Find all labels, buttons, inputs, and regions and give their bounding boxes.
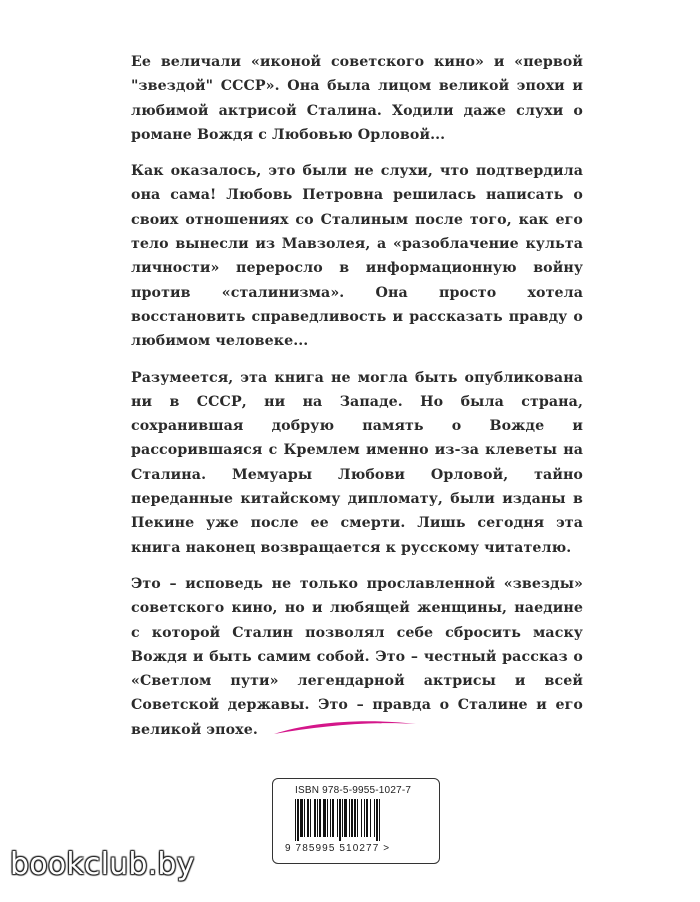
barcode-bar bbox=[342, 799, 343, 837]
barcode-bar bbox=[297, 799, 299, 841]
barcode-bar bbox=[339, 799, 341, 841]
barcode-bar bbox=[366, 799, 368, 837]
barcode-bar bbox=[374, 799, 375, 837]
barcode-bar bbox=[327, 799, 328, 837]
isbn-label: ISBN 978-5-9955-1027-7 bbox=[295, 785, 412, 796]
barcode-bar bbox=[304, 799, 305, 837]
barcode-bar bbox=[361, 799, 362, 837]
barcode-bar bbox=[337, 799, 338, 837]
barcode-bar bbox=[307, 799, 309, 837]
barcode-bar bbox=[349, 799, 350, 837]
barcode-bar bbox=[351, 799, 353, 837]
barcode-bar bbox=[330, 799, 331, 837]
barcode-bar bbox=[354, 799, 356, 837]
barcode-digits: 9 785995 510277 > bbox=[285, 843, 391, 854]
barcode-bar bbox=[364, 799, 365, 837]
isbn-barcode-block bbox=[272, 778, 440, 864]
barcode-icon bbox=[293, 799, 421, 841]
paragraph-4: Это – исповедь не только прославленной «звезды» советского кино, но и любящей женщины, наедине с которой Сталин позволял себе сбросить маску Вождя и быть самим собой. Это – честный рассказ о «Светлом пути» легендарной актрисы и всей Советской державы. Это – правда о Сталине и его великой эпохе. bbox=[131, 575, 583, 738]
barcode-bar bbox=[344, 799, 347, 837]
paragraph-1: Ее величали «иконой советского кино» и «первой "звездой" СССР». Она была лицом великой эпохи и любимой актрисой Сталина. Ходили даже слухи о романе Вождя с Любовью Орловой... bbox=[131, 54, 583, 143]
paragraph-2: Как оказалось, это были не слухи, что подтвердила она сама! Любовь Петровна решилась написать о своих отношениях со Сталиным после того, как его тело вынесли из Мавзолея, а «разоблачение культа личности» переросло в информационную войну против «сталинизма». Она просто хотела восстановить справедливость и рассказать правду о любимом человеке... bbox=[131, 163, 583, 350]
barcode-bar bbox=[314, 799, 316, 837]
barcode-bar bbox=[319, 799, 321, 837]
barcode-bar bbox=[310, 799, 311, 837]
barcode-bar bbox=[357, 799, 358, 837]
barcode-bar bbox=[379, 799, 380, 841]
barcode-bar bbox=[332, 799, 334, 837]
decorative-swoosh-icon bbox=[270, 712, 420, 742]
barcode-bar bbox=[317, 799, 318, 837]
barcode-bar bbox=[376, 799, 378, 841]
cover-text bbox=[131, 50, 583, 754]
paragraph-3: Разумеется, эта книга не могла быть опубликована ни в СССР, ни на Западе. Но была страна, сохранившая добрую память о Вожде и рассорившаяся с Кремлем именно из-за клеветы на Сталина. Мемуары Любови Орловой, тайно переданные китайскому дипломату, были изданы в Пекине уже после ее смерти. Лишь сегодня эта книга наконец возвращается к русскому читателю. bbox=[131, 369, 583, 556]
barcode-bar bbox=[323, 799, 326, 837]
barcode-bar bbox=[295, 799, 296, 841]
barcode-bar bbox=[370, 799, 371, 837]
barcode-bar bbox=[300, 799, 303, 837]
watermark-logo: bookclub.by bbox=[10, 847, 195, 882]
